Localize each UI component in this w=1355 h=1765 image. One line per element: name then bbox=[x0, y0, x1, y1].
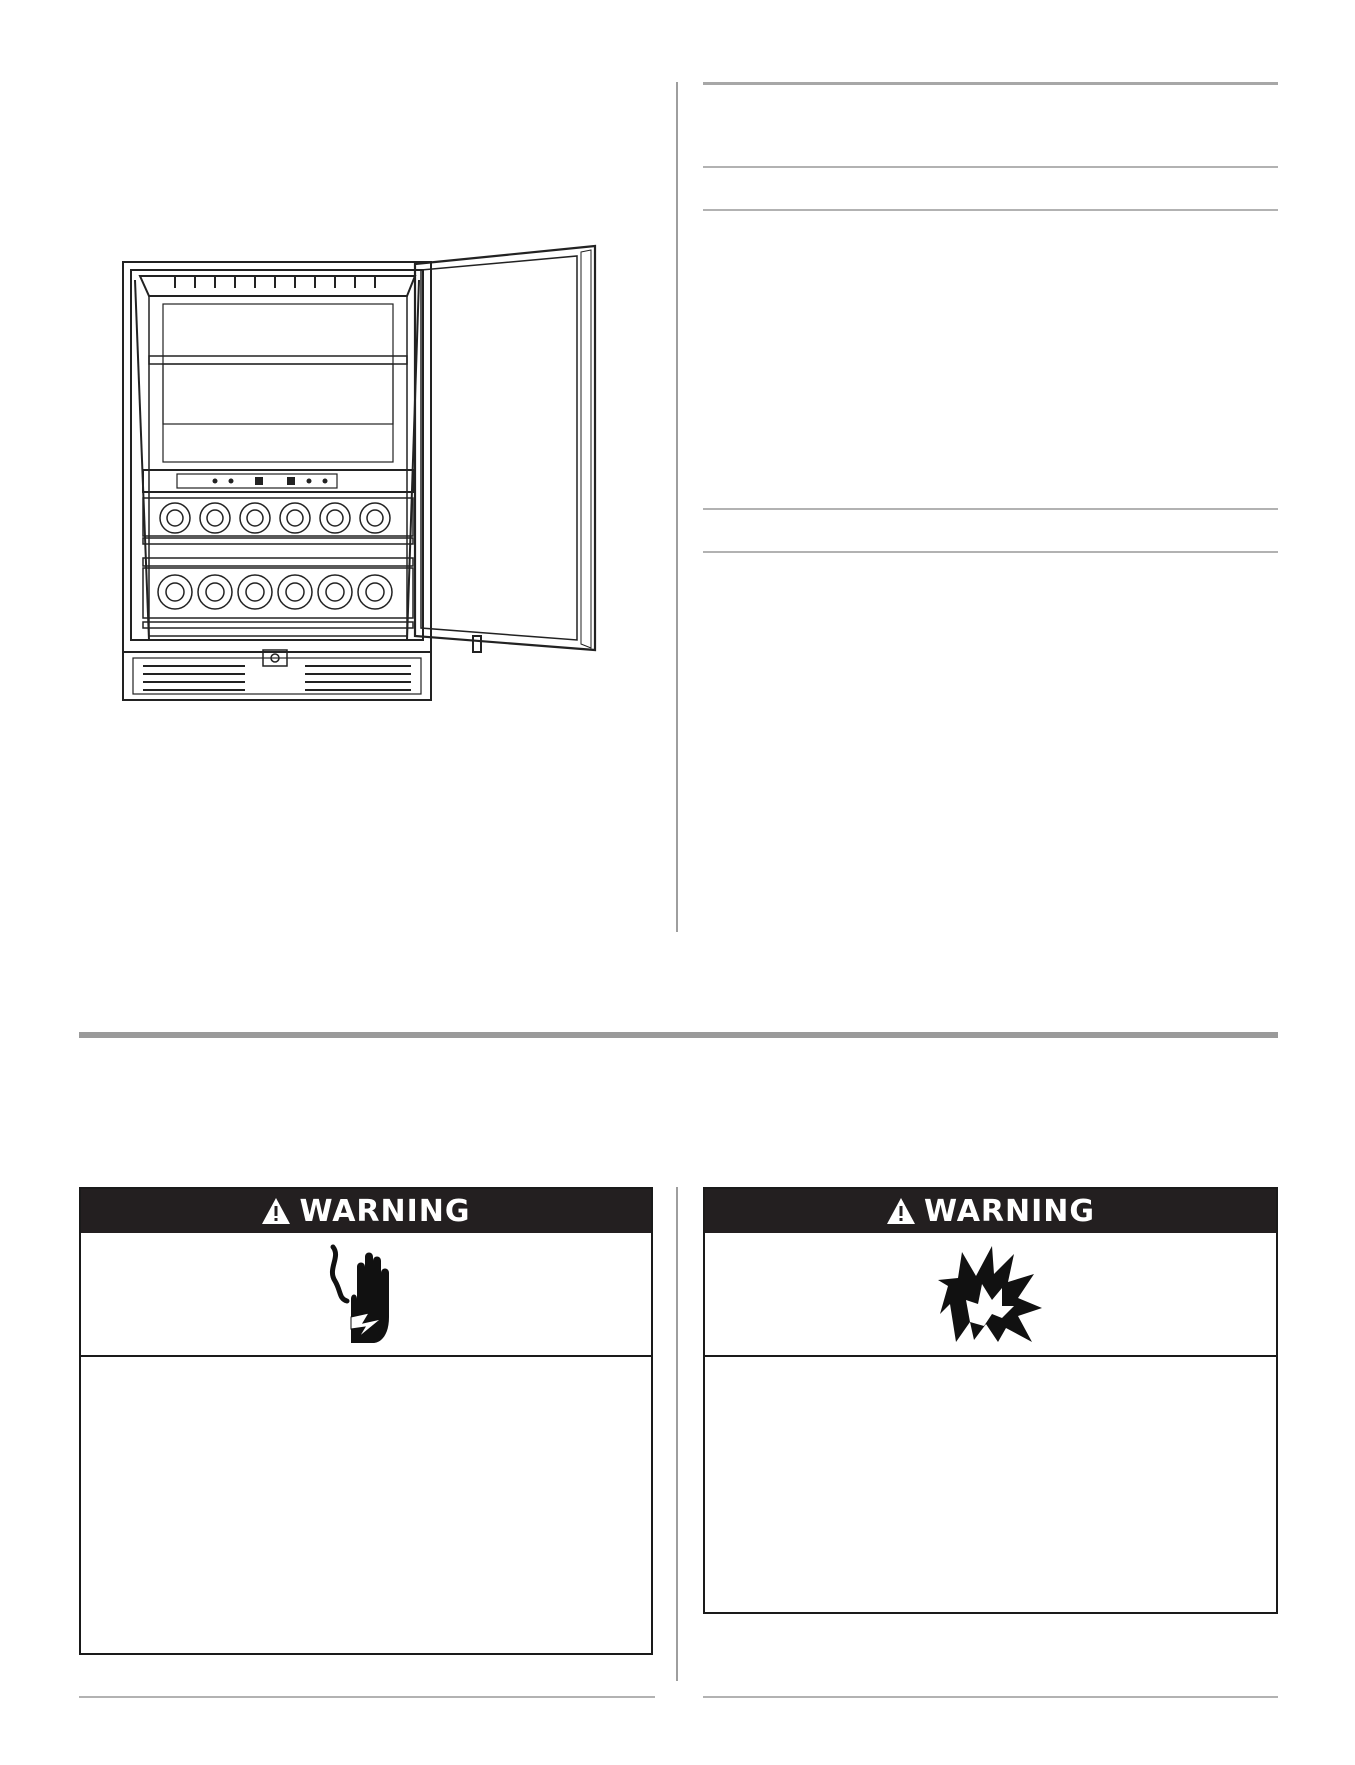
explosion-icon bbox=[936, 1244, 1046, 1344]
electrical-shock-hand-icon bbox=[311, 1239, 421, 1349]
section-rule-1 bbox=[703, 82, 1278, 85]
warning-triangle-icon bbox=[261, 1197, 291, 1225]
warning-icon-area bbox=[705, 1233, 1276, 1357]
warning-text-area bbox=[705, 1357, 1276, 1612]
beverage-center-illustration bbox=[115, 240, 605, 705]
column-divider-bottom bbox=[676, 1187, 678, 1681]
warning-header-label: WARNING bbox=[923, 1193, 1096, 1229]
warning-header-label: WARNING bbox=[299, 1193, 471, 1229]
bottom-rule-left bbox=[79, 1696, 655, 1698]
warning-header bbox=[705, 1189, 1276, 1233]
warning-box-explosion bbox=[703, 1187, 1278, 1614]
section-rule-5 bbox=[703, 551, 1278, 553]
section-rule-4 bbox=[703, 508, 1278, 510]
warning-box-electrical bbox=[79, 1187, 653, 1655]
warning-triangle-icon bbox=[886, 1197, 916, 1225]
section-rule-2 bbox=[703, 166, 1278, 168]
warning-text-area bbox=[81, 1357, 651, 1653]
column-divider-top bbox=[676, 82, 678, 932]
warning-header bbox=[81, 1189, 651, 1233]
bottom-rule-right bbox=[703, 1696, 1278, 1698]
full-width-rule bbox=[79, 1032, 1278, 1038]
warning-icon-area bbox=[81, 1233, 651, 1357]
section-rule-3 bbox=[703, 209, 1278, 211]
